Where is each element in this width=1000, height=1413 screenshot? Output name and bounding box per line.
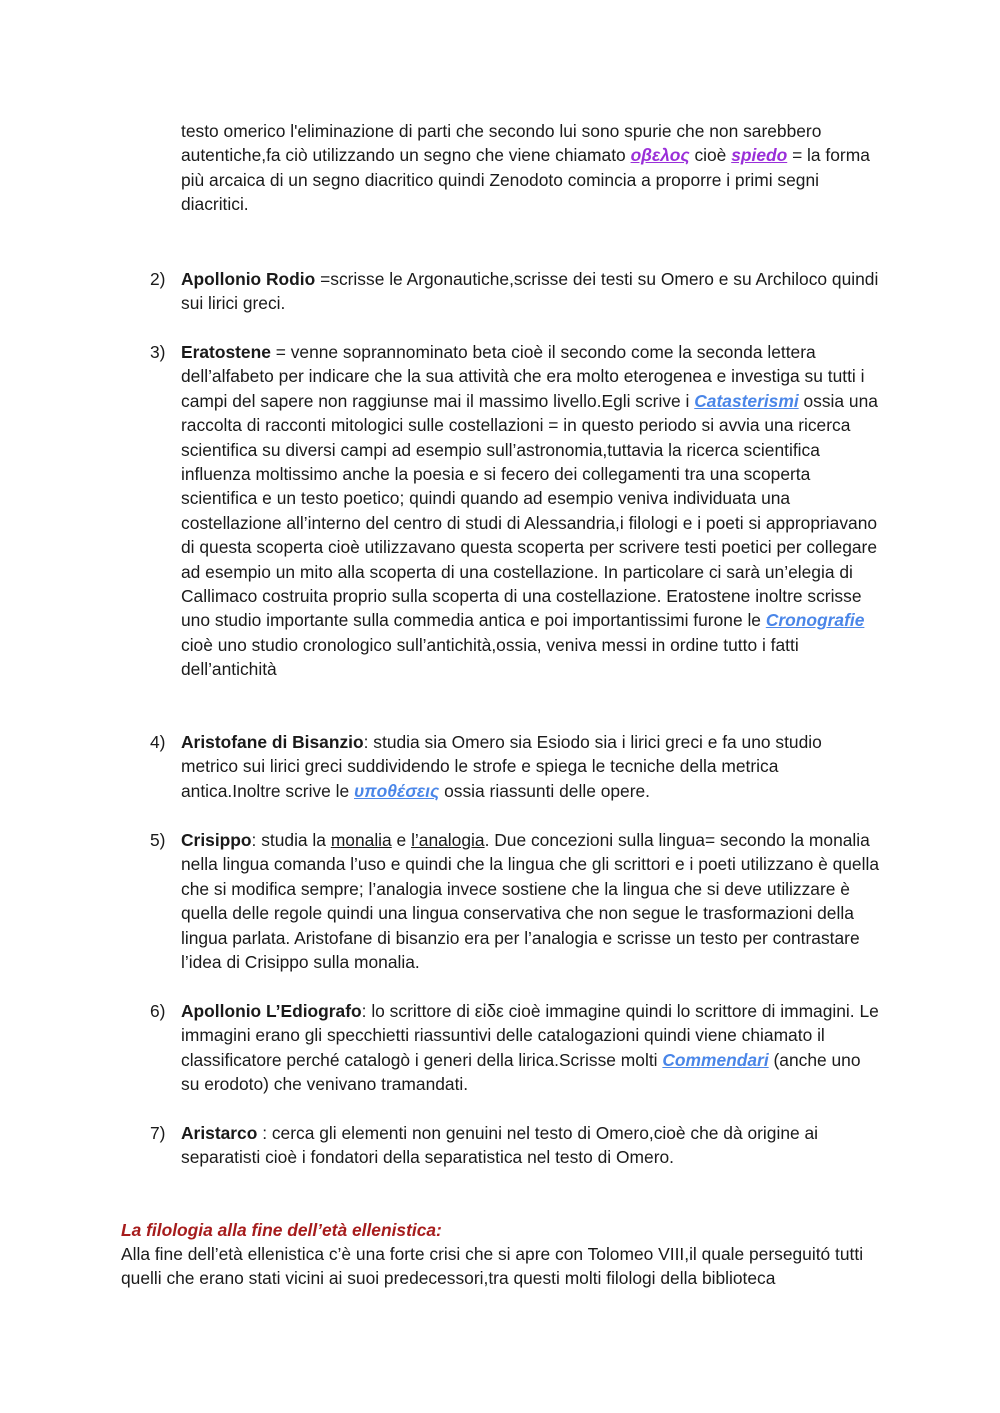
list-item bbox=[150, 267, 880, 316]
section-paragraph: Alla fine dell’età ellenistica c’è una forte crisi che si apre con Tolomeo VIII,il quale perseguitó tutti quelli che erano stati vicini ai suoi predecessori,tra questi molti filologi della biblioteca bbox=[121, 1244, 864, 1289]
obelos-link[interactable]: οβελος bbox=[630, 145, 690, 166]
item-text: : studia sia Omero sia Esiodo sia i lirici greci e fa uno studio metrico sui lirici greci suddividendo le strofe e spiega le tecniche della metrica antica.Inoltre scrive le bbox=[181, 732, 822, 801]
item-text: =scrisse le Argonautiche,scrisse dei testi su Omero e su Archiloco quindi sui lirici greci. bbox=[181, 269, 879, 314]
intro-paragraph bbox=[181, 119, 881, 217]
list-item bbox=[150, 828, 880, 974]
item-text: : cerca gli elementi non genuini nel testo di Omero,cioè che dà origine ai separatisti cioè i fondatori della separatistica nel testo di Omero. bbox=[181, 1123, 819, 1168]
commendari-link[interactable]: Commendari bbox=[662, 1049, 769, 1070]
list-item bbox=[150, 1121, 880, 1170]
item-text: : lo scrittore di εἰδε cioè immagine quindi lo scrittore di immagini. Le immagini erano gli specchietti riassuntivi delle catalogazioni quindi viene chiamato il classificatore perché catalogò i generi della lirica.Scrisse molti bbox=[181, 1001, 879, 1070]
item-text: ossia riassunti delle opere. bbox=[439, 780, 651, 801]
list-item bbox=[150, 999, 880, 1097]
list-number: 3) bbox=[150, 342, 166, 362]
list-item bbox=[150, 730, 880, 803]
list-number: 6) bbox=[150, 1001, 166, 1021]
item-text: (anche uno su erodoto) che venivano tramandati. bbox=[181, 1049, 861, 1095]
item-text: : studia la bbox=[251, 830, 331, 850]
item-name: Apollonio L’Ediografo bbox=[181, 1001, 362, 1021]
list-item bbox=[150, 340, 880, 682]
list-number: 2) bbox=[150, 269, 166, 289]
analogia-term: l’analogia bbox=[411, 830, 485, 850]
list-number: 5) bbox=[150, 830, 166, 850]
list-number: 4) bbox=[150, 732, 166, 752]
item-name: Aristarco bbox=[181, 1123, 258, 1143]
ypotheseis-link[interactable]: υποθέσεις bbox=[354, 780, 440, 801]
item-text: ossia una raccolta di racconti mitologici sulle costellazioni = in questo periodo si avvia una ricerca scientifica su diversi campi ad esempio sull’astronomia,tuttavia la ricerca scientifica influenza moltissimo anche la poesia e si fecero dei collegamenti tra una scoperta scientifica e un testo poetico; quindi quando ad esempio veniva individuata una costellazione all’interno del centro di studi di Alessandria,i filologi e i poeti si appropriavano di questa scoperta cioè utilizzavano questa scoperta per scrivere testi poetici per collegare ad esempio un mito alla scoperta di una costellazione. In particolare ci sarà un’elegia di Callimaco costruita proprio sulla scoperta di una costellazione. Eratostene inoltre scrisse uno studio importante sulla commedia antica e poi importantissimi furone le bbox=[181, 390, 878, 631]
item-name: Aristofane di Bisanzio bbox=[181, 732, 364, 752]
spiedo-link[interactable]: spiedo bbox=[731, 145, 788, 166]
intro-text: cioè bbox=[689, 145, 732, 166]
list-number: 7) bbox=[150, 1123, 166, 1143]
item-text: = venne soprannominato beta cioè il secondo come la seconda lettera dell’alfabeto per indicare che la sua attività che era molto eterogenea e investiga su tutti i campi del sapere non raggiunse mai il massimo livello.Egli scrive i bbox=[181, 342, 865, 411]
item-text: . Due concezioni sulla lingua= secondo la monalia nella lingua comanda l’uso e quindi che la lingua che gli scrittori e i poeti utilizzano è quella che si modifica sempre; l’analogia invece sostiene che la lingua che si deve utilizzare è quella delle regole quindi una lingua conservativa che non segue le trasformazioni della lingua parlata. Aristofane di bisanzio era per l’analogia e scrisse un testo per contrastare l’idea di Crisippo sulla monalia. bbox=[181, 830, 879, 973]
monalia-term: monalia bbox=[330, 830, 392, 850]
intro-text: testo omerico l'eliminazione di parti che secondo lui sono spurie che non sarebbero autentiche,fa ciò utilizzando un segno che viene chiamato bbox=[181, 121, 822, 166]
item-text: cioè uno studio cronologico sull’antichità,ossia, veniva messi in ordine tutto i fatti dell’antichità bbox=[181, 634, 799, 680]
item-name: Crisippo bbox=[181, 830, 252, 850]
item-name: Apollonio Rodio bbox=[181, 269, 316, 289]
cronografie-link[interactable]: Cronografie bbox=[765, 610, 865, 631]
intro-text: = la forma più arcaica di un segno diacritico quindi Zenodoto comincia a proporre i primi segni diacritici. bbox=[181, 145, 870, 215]
item-name: Eratostene bbox=[181, 342, 271, 362]
section-heading: La filologia alla fine dell’età ellenistica: bbox=[121, 1220, 442, 1240]
catasterismi-link[interactable]: Catasterismi bbox=[694, 390, 799, 411]
item-text: e bbox=[391, 830, 412, 850]
